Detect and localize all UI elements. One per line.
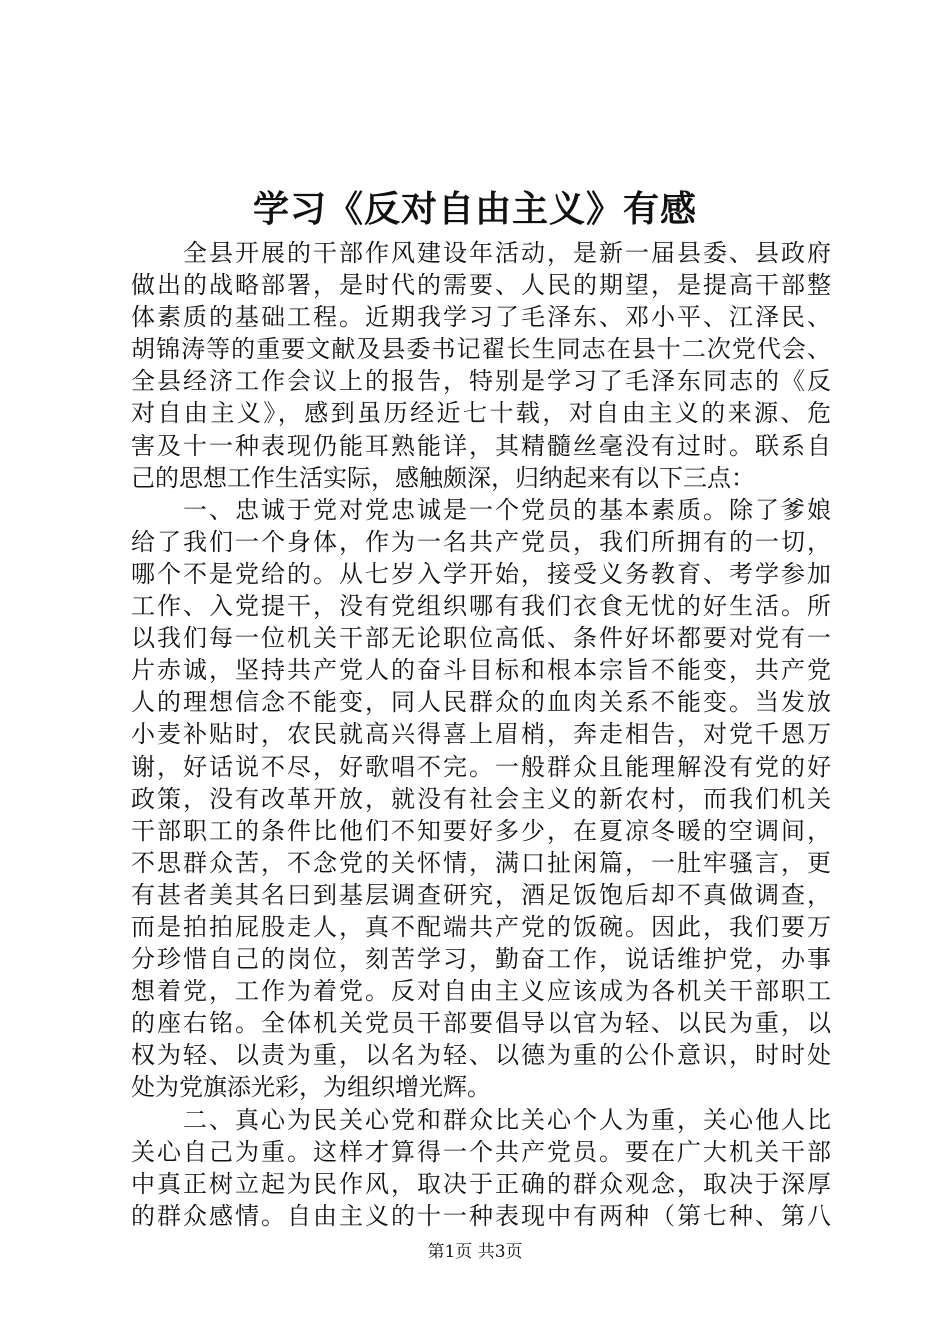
body-line: 有甚者美其名曰到基层调查研究，酒足饭饱后却不真做调查， (131, 880, 831, 909)
body-line: 权为轻、以责为重，以名为轻、以德为重的公仆意识，时时处 (131, 1041, 831, 1070)
body-line: 做出的战略部署，是时代的需要、人民的期望，是提高干部整 (131, 271, 831, 300)
page-footer: 第1页 共3页 (427, 1242, 523, 1262)
body-line: 己的思想工作生活实际，感触颇深，归纳起来有以下三点： (131, 463, 755, 492)
body-line: 全县开展的干部作风建设年活动，是新一届县委、县政府 (131, 239, 831, 267)
body-line: 二、真心为民关心党和群众比关心个人为重，关心他人比 (131, 1105, 831, 1134)
body-line: 工作、入党提干，没有党组织哪有我们衣食无忧的好生活。所 (131, 592, 831, 621)
body-line: 片赤诚，坚持共产党人的奋斗目标和根本宗旨不能变，共产党 (131, 656, 831, 685)
body-line: 的群众感情。自由主义的十一种表现中有两种（第七种、第八 (131, 1201, 831, 1230)
body-line: 关心自己为重。这样才算得一个共产党员。要在广大机关干部 (131, 1137, 831, 1166)
body-line: 不思群众苦，不念党的关怀情，满口扯闲篇，一肚牢骚言，更 (131, 848, 831, 877)
body-line: 哪个不是党给的。从七岁入学开始，接受义务教育、考学参加 (131, 559, 831, 588)
body-line: 对自由主义》，感到虽历经近七十载，对自由主义的来源、危 (131, 399, 831, 428)
body-line: 一、忠诚于党对党忠诚是一个党员的基本素质。除了爹娘 (131, 495, 831, 524)
body-line: 干部职工的条件比他们不知要好多少，在夏凉冬暖的空调间， (131, 816, 831, 845)
body-line: 的座右铭。全体机关党员干部要倡导以官为轻、以民为重，以 (131, 1009, 831, 1038)
body-line: 想着党，工作为着党。反对自由主义应该成为各机关干部职工 (131, 977, 831, 1006)
body-line: 分珍惜自己的岗位，刻苦学习，勤奋工作，说话维护党，办事 (131, 945, 831, 974)
body-line: 胡锦涛等的重要文献及县委书记翟长生同志在县十二次党代会、 (131, 335, 831, 364)
body-line: 给了我们一个身体，作为一名共产党员，我们所拥有的一切， (131, 527, 831, 556)
body-line: 全县经济工作会议上的报告，特别是学习了毛泽东同志的《反 (131, 367, 831, 396)
body-line: 处为党旗添光彩，为组织增光辉。 (131, 1073, 491, 1102)
document-title: 学习《反对自由主义》有感 (252, 188, 697, 230)
body-line: 人的理想信念不能变，同人民群众的血肉关系不能变。当发放 (131, 688, 831, 717)
body-line: 政策，没有改革开放，就没有社会主义的新农村，而我们机关 (131, 784, 831, 813)
body-line: 以我们每一位机关干部无论职位高低、条件好坏都要对党有一 (131, 624, 831, 653)
body-line: 小麦补贴时，农民就高兴得喜上眉梢，奔走相告，对党千恩万 (131, 720, 831, 749)
body-line: 中真正树立起为民作风，取决于正确的群众观念，取决于深厚 (131, 1169, 831, 1198)
document-body (131, 237, 831, 1232)
body-line: 害及十一种表现仍能耳熟能详，其精髓丝毫没有过时。联系自 (131, 431, 831, 460)
body-line: 体素质的基础工程。近期我学习了毛泽东、邓小平、江泽民、 (131, 303, 831, 332)
body-line: 而是拍拍屁股走人，真不配端共产党的饭碗。因此，我们要万 (131, 912, 831, 941)
body-line: 谢，好话说不尽，好歌唱不完。一般群众且能理解没有党的好 (131, 752, 831, 781)
